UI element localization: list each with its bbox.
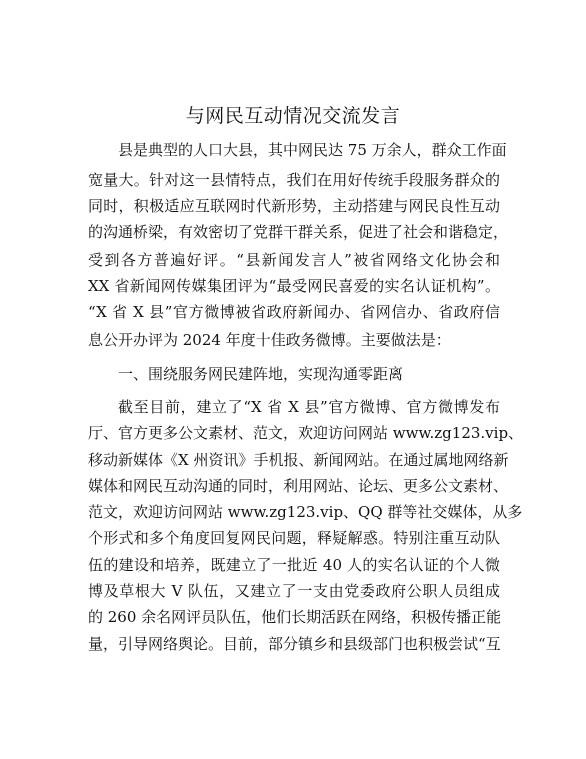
body-line: 县是典型的人口大县，其中网民达 75 万余人，群众工作面 — [118, 141, 507, 159]
body-line: 伍的建设和培养，既建立了一批近 40 人的实名认证的个人微 — [88, 556, 500, 574]
body-line: 博及草根大 V 队伍，又建立了一支由党委政府公职人员组成 — [88, 582, 500, 600]
section-heading: 一、围绕服务网民建阵地，实现沟通零距离 — [118, 365, 404, 383]
body-line: 范文，欢迎访问网站 www.zg123.vip、QQ 群等社交媒体，从多 — [88, 503, 523, 521]
body-line: 厅、官方更多公文素材、范文，欢迎访问网站 www.zg123.vip、 — [88, 424, 524, 442]
body-line: 息公开办评为 2024 年度十佳政务微博。主要做法是： — [88, 331, 451, 349]
body-line: 宽量大。针对这一县情特点，我们在用好传统手段服务群众的 — [88, 171, 500, 189]
body-line: 受到各方普遍好评。“县新闻发言人”被省网络文化协会和 — [88, 251, 500, 269]
document-title: 与网民互动情况交流发言 — [185, 105, 401, 127]
body-line: XX 省新闻网传媒集团评为“最受网民喜爱的实名认证机构”。 — [88, 277, 500, 295]
body-line: 的沟通桥梁，有效密切了党群干群关系，促进了社会和谐稳定， — [88, 223, 509, 241]
body-line: “X 省 X 县”官方微博被省政府新闻办、省网信办、省政府信 — [88, 303, 500, 321]
body-line: 个形式和多个角度回复网民问题，释疑解惑。特别注重互动队 — [88, 529, 500, 547]
body-line: 截至目前，建立了“X 省 X 县”官方微博、官方微博发布 — [118, 398, 500, 416]
body-line: 同时，积极适应互联网时代新形势，主动搭建与网民良性互动 — [88, 197, 500, 215]
body-line: 量，引导网络舆论。目前，部分镇乡和县级部门也积极尝试“互 — [88, 635, 501, 653]
body-line: 移动新媒体《X 州资讯》手机报、新闻网站。在通过属地网络新 — [88, 451, 509, 469]
body-line: 媒体和网民互动沟通的同时，利用网站、论坛、更多公文素材、 — [88, 477, 509, 495]
body-line: 的 260 余名网评员队伍，他们长期活跃在网络，积极传播正能 — [88, 608, 502, 626]
